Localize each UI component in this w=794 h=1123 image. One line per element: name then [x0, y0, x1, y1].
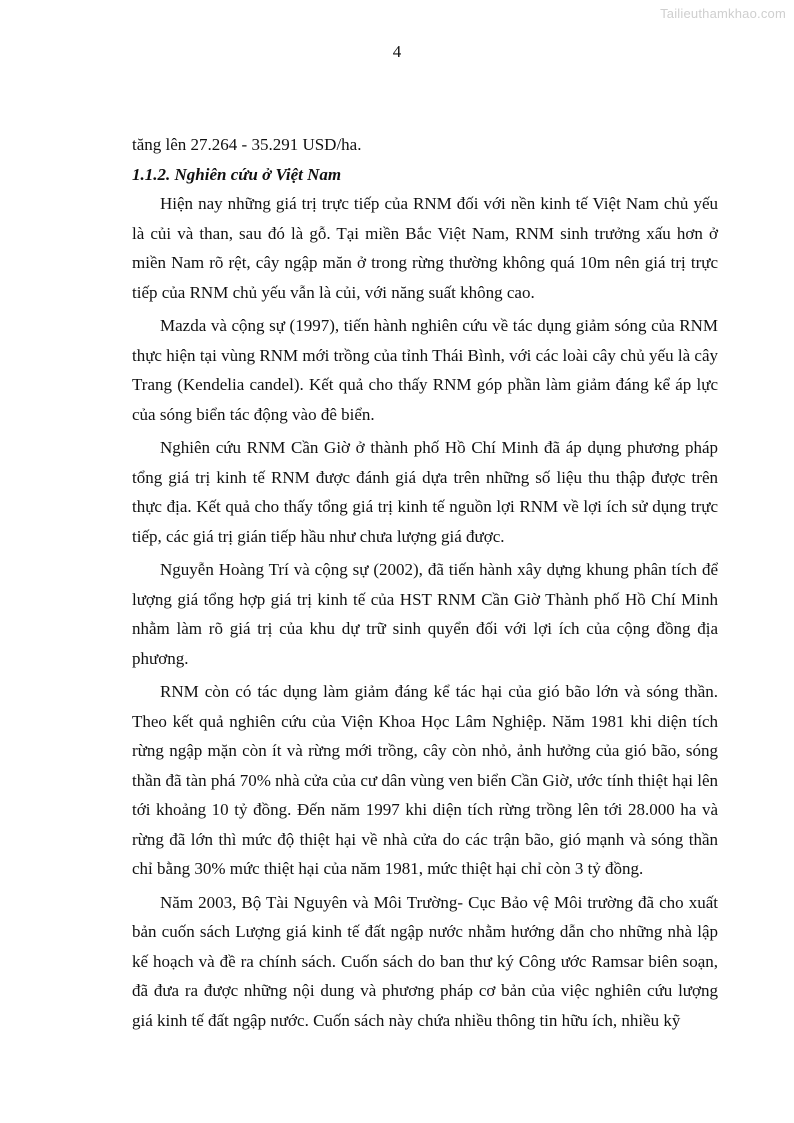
page-number: 4: [392, 42, 402, 61]
document-body: [132, 130, 718, 1035]
watermark: Tailieuthamkhao.com: [660, 6, 786, 21]
paragraph-5: RNM còn có tác dụng làm giảm đáng kể tác hại của gió bão lớn và sóng thần. Theo kết quả nghiên cứu của Viện Khoa Học Lâm Nghiệp. Năm 1981 khi diện tích rừng ngập mặn còn ít và rừng mới trồng, cây còn nhỏ, ảnh hưởng của gió bão, sóng thần đã tàn phá 70% nhà cửa của cư dân vùng ven biển Cần Giờ, ước tính thiệt hại lên tới khoảng 10 tỷ đồng. Đến năm 1997 khi diện tích rừng trồng lên tới 28.000 ha và rừng đã lớn thì mức độ thiệt hại về nhà cửa do các trận bão, gió mạnh và sóng thần chỉ bằng 30% mức thiệt hại của năm 1981, mức thiệt hại chỉ còn 3 tỷ đồng.: [132, 682, 718, 878]
paragraph-2: Mazda và cộng sự (1997), tiến hành nghiên cứu về tác dụng giảm sóng của RNM thực hiện tại vùng RNM mới trồng của tỉnh Thái Bình, với các loài cây chủ yếu là cây Trang (Kendelia candel). Kết quả cho thấy RNM góp phần làm giảm đáng kể áp lực của sóng biển tác động vào đê biển.: [132, 316, 718, 424]
section-heading: 1.1.2. Nghiên cứu ở Việt Nam: [132, 164, 342, 184]
paragraph-6: Năm 2003, Bộ Tài Nguyên và Môi Trường- Cục Bảo vệ Môi trường đã cho xuất bản cuốn sách Lượng giá kinh tế đất ngập nước nhằm hướng dẫn cho những nhà lập kế hoạch và đề ra chính sách. Cuốn sách do ban thư ký Công ước Ramsar biên soạn, đã đưa ra được những nội dung và phương pháp cơ bản của việc nghiên cứu lượng giá kinh tế đất ngập nước. Cuốn sách này chứa nhiều thông tin hữu ích, nhiều kỹ: [132, 892, 718, 1030]
paragraph-3: Nghiên cứu RNM Cần Giờ ở thành phố Hồ Chí Minh đã áp dụng phương pháp tổng giá trị kinh tế RNM được đánh giá dựa trên những số liệu thu thập được trên thực địa. Kết quả cho thấy tổng giá trị kinh tế nguồn lợi RNM về lợi ích sử dụng trực tiếp, các giá trị gián tiếp hầu như chưa lượng giá được.: [132, 438, 718, 546]
lead-line: tăng lên 27.264 - 35.291 USD/ha.: [132, 135, 362, 154]
paragraph-4: Nguyễn Hoàng Trí và cộng sự (2002), đã tiến hành xây dựng khung phân tích để lượng giá tổng hợp giá trị kinh tế của HST RNM Cần Giờ Thành phố Hồ Chí Minh nhằm làm rõ giá trị của khu dự trữ sinh quyển đối với lợi ích của cộng đồng địa phương.: [132, 560, 718, 668]
paragraph-1: Hiện nay những giá trị trực tiếp của RNM đối với nền kinh tế Việt Nam chủ yếu là củi và than, sau đó là gỗ. Tại miền Bắc Việt Nam, RNM sinh trưởng xấu hơn ở miền Nam rõ rệt, cây ngập măn ở trong rừng thường không quá 10m nên giá trị trực tiếp của RNM chủ yếu vẫn là củi, với năng suất không cao.: [132, 194, 718, 302]
